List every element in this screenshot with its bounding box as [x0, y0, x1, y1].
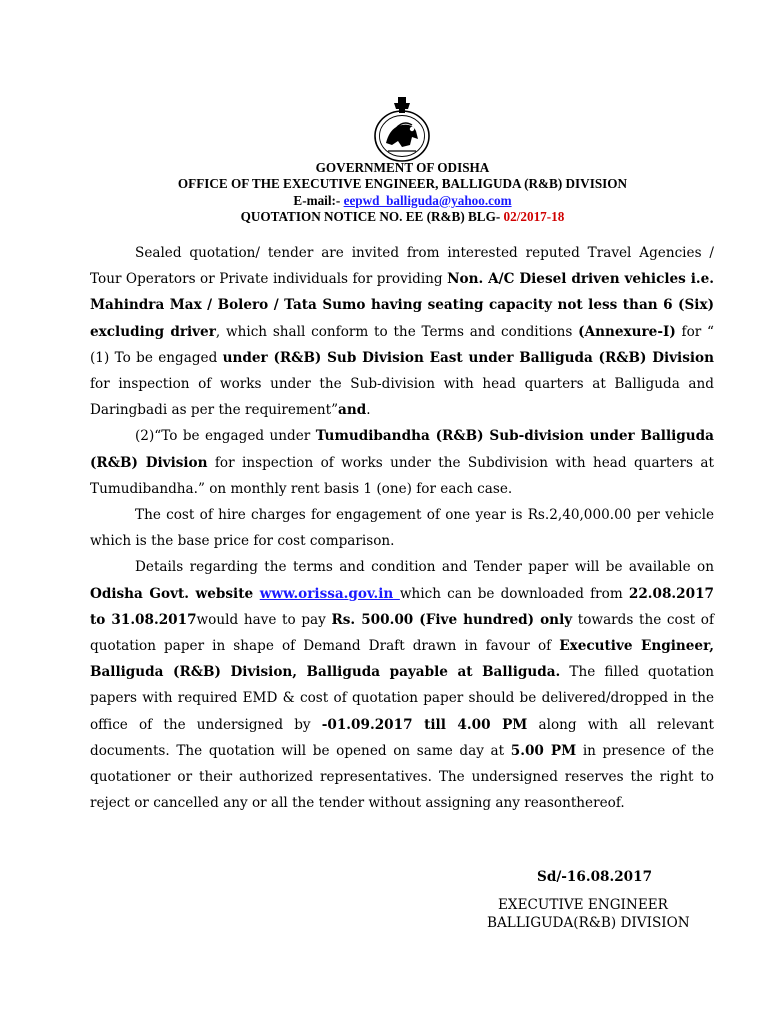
notice-number-line	[90, 209, 715, 225]
p1-text-2: , which shall conform to the Terms and conditions	[215, 323, 579, 340]
p4-bold-dates: 22.08.2017 to 31.08.2017	[90, 585, 714, 628]
p4-text-2: which can be downloaded from	[399, 585, 629, 602]
paragraph-2	[90, 423, 714, 502]
government-title: GOVERNMENT OF ODISHA	[315, 160, 490, 175]
office-title: OFFICE OF THE EXECUTIVE ENGINEER, BALLIGUDA (R&B) DIVISION	[177, 176, 628, 192]
odisha-emblem-icon	[372, 95, 432, 163]
email-label: E-mail:-	[293, 192, 344, 208]
email-link[interactable]: eepwd_balliguda@yahoo.com	[343, 192, 512, 208]
signatory-title: EXECUTIVE ENGINEER	[498, 897, 668, 913]
p4-bold-opening-time: 5.00 PM	[510, 742, 577, 759]
p2-bold-tumudibandha: Tumudibandha (R&B) Sub-division under Balliguda (R&B) Division	[90, 428, 714, 471]
p1-text-4: for inspection of works under the Sub-division with head quarters at Balliguda and Daringbadi as per the requirement”	[90, 376, 714, 419]
p1-text-5: .	[366, 402, 371, 419]
signatory-office: BALLIGUDA(R&B) DIVISION	[487, 915, 690, 931]
p2-text-1: (2)“To be engaged under	[135, 428, 316, 445]
paragraph-3	[90, 502, 714, 554]
p1-text-1: Sealed quotation/ tender are invited from interested reputed Travel Agencies / Tour Operators or Private individuals for providing	[90, 245, 714, 288]
p1-bold-annexure: (Annexure-I)	[578, 323, 676, 340]
email-line	[90, 193, 715, 209]
paragraph-4	[90, 554, 714, 816]
p4-text-7: in presence of the quotationer or their authorized representatives. The undersigned reserves the right to reject or cancelled any or all the tender without assigning any reasonthereof.	[90, 742, 714, 812]
p2-text-2: for inspection of works under the Subdivision with head quarters at Tumudibandha.” on monthly rent basis 1 (one) for each case.	[90, 454, 714, 497]
notice-number: 02/2017-18	[503, 209, 565, 225]
notice-prefix: QUOTATION NOTICE NO. EE (R&B) BLG-	[240, 209, 504, 225]
p4-text-4: towards the cost of quotation paper in shape of Demand Draft drawn in favour of	[90, 611, 715, 655]
letterhead	[90, 160, 715, 226]
notice-body	[90, 240, 714, 816]
paragraph-1	[90, 240, 714, 423]
p1-text-3: for “ (1) To be engaged	[90, 323, 714, 366]
p4-text-6: along with all relevant documents. The quotation will be opened on same day at	[90, 716, 714, 759]
p3-text-1: The cost of hire charges for engagement of one year is Rs.2,40,000.00 per vehicle which is the base price for cost comparison.	[90, 507, 714, 550]
p4-bold-deadline: -01.09.2017 till 4.00 PM	[321, 716, 528, 733]
p4-text-5: The filled quotation papers with required EMD & cost of quotation paper should be delivered/dropped in the office of the undersigned by	[90, 664, 715, 733]
p4-bold-website: Odisha Govt. website	[90, 585, 260, 602]
p4-bold-fee: Rs. 500.00 (Five hundred) only	[331, 611, 573, 628]
p4-text-1: Details regarding the terms and condition and Tender paper will be available on	[135, 559, 714, 576]
p4-bold-payee: Executive Engineer, Balliguda (R&B) Division, Balliguda payable at Balliguda.	[90, 638, 714, 681]
p1-bold-subdivision-east: under (R&B) Sub Division East under Balliguda (R&B) Division	[222, 349, 714, 366]
p4-text-3: would have to pay	[196, 611, 332, 628]
p1-bold-and: and	[338, 402, 367, 419]
p1-bold-vehicles: Non. A/C Diesel driven vehicles i.e. Mahindra Max / Bolero / Tata Sumo having seating capacity not less than 6 (Six) excluding driver	[90, 271, 714, 340]
website-link[interactable]: www.orissa.gov.in	[259, 585, 400, 602]
signature-date: Sd/-16.08.2017	[537, 869, 653, 885]
